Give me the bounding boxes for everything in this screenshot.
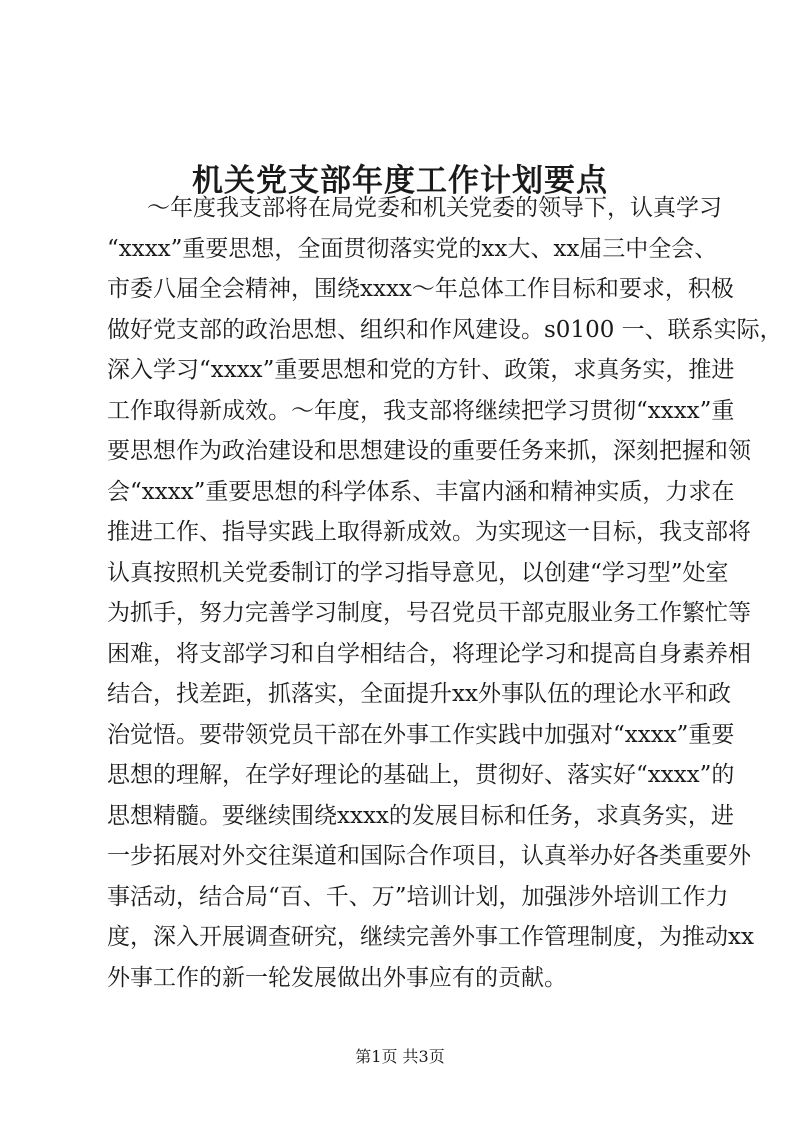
- paragraph-line: ～年度我支部将在局党委和机关党委的领导下，认真学习: [147, 195, 722, 221]
- paragraph-line: 结合，找差距，抓落实，全面提升xx外事队伍的理论水平和政: [107, 681, 731, 707]
- paragraph-line: 深入学习“xxxx”重要思想和党的方针、政策，求真务实，推进: [107, 357, 735, 383]
- paragraph-line: 思想的理解，在学好理论的基础上，贯彻好、落实好“xxxx”的: [107, 762, 735, 788]
- body-paragraph: [107, 188, 783, 998]
- paragraph-line: 外事工作的新一轮发展做出外事应有的贡献。: [107, 964, 567, 991]
- paragraph-line: “xxxx”重要思想，全面贯彻落实党的xx大、xx届三中全会、: [107, 235, 718, 262]
- page-title: 机关党支部年度工作计划要点: [192, 162, 608, 199]
- paragraph-line: 治觉悟。要带领党员干部在外事工作实践中加强对“xxxx”重要: [107, 721, 735, 748]
- paragraph-line: 困难，将支部学习和自学相结合，将理论学习和提高自身素养相: [107, 640, 751, 667]
- paragraph-line: 会“xxxx”重要思想的科学体系、丰富内涵和精神实质，力求在: [107, 478, 735, 505]
- paragraph-line: 要思想作为政治建设和思想建设的重要任务来抓，深刻把握和领: [107, 438, 751, 464]
- page-number-footer: 第1页 共3页: [355, 1047, 445, 1066]
- paragraph-line: 推进工作、指导实践上取得新成效。为实现这一目标，我支部将: [107, 519, 751, 545]
- paragraph-line: 度，深入开展调查研究，继续完善外事工作管理制度，为推动xx: [107, 924, 754, 950]
- paragraph-line: 一步拓展对外交往渠道和国际合作项目，认真举办好各类重要外: [107, 843, 751, 869]
- paragraph-line: 思想精髓。要继续围绕xxxx的发展目标和任务，求真务实，进: [107, 802, 734, 829]
- paragraph-line: 事活动，结合局“百、千、万”培训计划，加强涉外培训工作力: [107, 883, 729, 910]
- paragraph-line: 做好党支部的政治思想、组织和作风建设。s0100 一、联系实际，: [107, 316, 783, 343]
- paragraph-line: 为抓手，努力完善学习制度，号召党员干部克服业务工作繁忙等: [107, 600, 751, 626]
- paragraph-line: 认真按照机关党委制订的学习指导意见，以创建“学习型”处室: [107, 559, 729, 586]
- paragraph-line: 市委八届全会精神，围绕xxxx～年总体工作目标和要求，积极: [107, 276, 734, 302]
- paragraph-line: 工作取得新成效。～年度，我支部将继续把学习贯彻“xxxx”重: [107, 397, 735, 424]
